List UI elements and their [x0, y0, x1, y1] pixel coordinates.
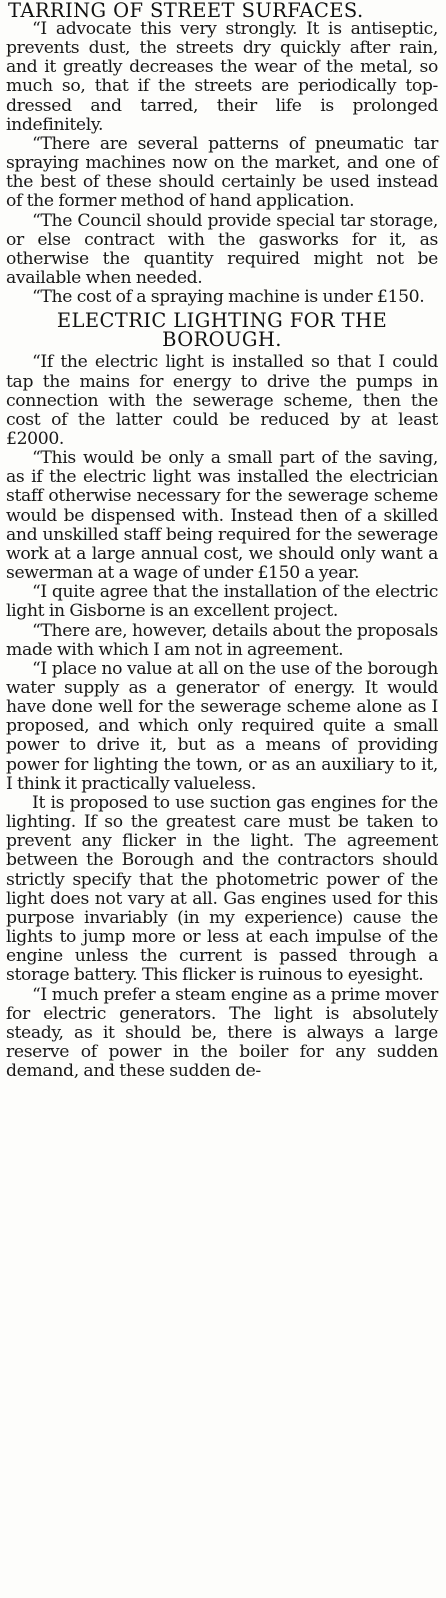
paragraph-electric-agree: “I quite agree that the installation of the electric light in Gisborne is an excellent project. — [6, 582, 438, 622]
paragraph-electric-details: “There are, however, details about the proposals made with which I am not in agreement. — [6, 620, 438, 660]
paragraph-tar-cost: “The cost of a spraying machine is under £150. — [32, 287, 425, 308]
paragraph-electric-saving: “This would be only a small part of the saving, as if the electric light was installed the electrician staff otherwise necessary for the sewerage scheme would be dispensed with. Instead then of a skilled and unskilled staff being required for the sewerage work at a large annual cost, we should only want a sewerman at a wage of under £150 a year. — [6, 448, 438, 584]
section-heading-electric-lighting: ELECTRIC LIGHTING FOR THE BOROUGH. — [56, 309, 388, 352]
paragraph-electric-water-supply: “I place no value at all on the use of the borough water supply as a generator of energy. It would have done well for the sewerage scheme alone as I proposed, and which only required quite a small power to drive it, but as a means of providing power for lighting the town, or as an auxiliary to it, I think it practically valueless. — [6, 658, 438, 794]
paragraph-electric-steam-engine: “I much prefer a steam engine as a prime mover for electric generators. The light is absolutely steady, as it should be, there is always a large reserve of power in the boiler for any sudden demand, and these sudden de- — [6, 984, 438, 1082]
paragraph-electric-mains: “If the electric light is installed so that I could tap the mains for energy to drive the pumps in connection with the sewerage scheme, then the cost of the latter could be reduced by at least £2000. — [6, 352, 438, 449]
paragraph-tar-advocate: “I advocate this very strongly. It is antiseptic, prevents dust, the streets dry quickly after rain, and it greatly decreases the wear of the metal, so much so, that if the streets are periodically top-dressed and tarred, their life is prolonged indefinitely. — [6, 19, 438, 135]
paragraph-tar-machines: “There are several patterns of pneumatic tar spraying machines now on the market, and one of the best of these should certainly be used instead of the former method of hand application. — [6, 133, 438, 212]
section-heading-tarring: TARRING OF STREET SURFACES. — [8, 0, 364, 22]
paragraph-electric-gas-engines: It is proposed to use suction gas engines for the lighting. If so the greatest care must be taken to prevent any flicker in the light. The agreement between the Borough and the contractors should strictly specify that the photometric power of the light does not vary at all. Gas engines used for this purpose invariably (in my experience) cause the lights to jump more or less at each impulse of the engine unless the current is passed through a storage battery. This flicker is ruinous to eyesight. — [6, 792, 438, 986]
paragraph-tar-storage: “The Council should provide special tar storage, or else contract with the gasworks for it, as otherwise the quantity required might not be available when needed. — [6, 210, 438, 289]
